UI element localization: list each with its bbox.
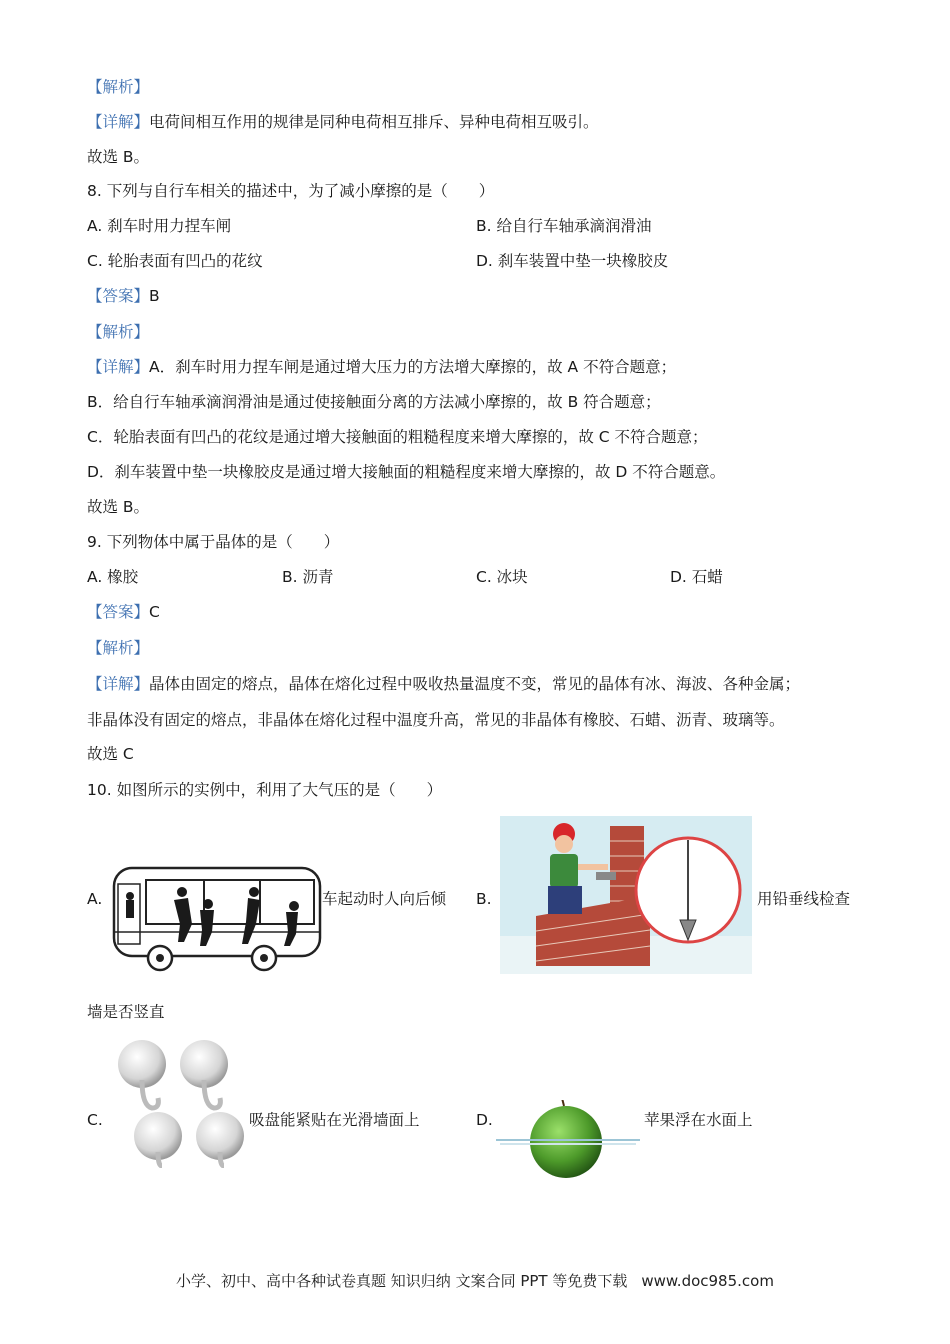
q9-option-b: B. 沥青 <box>282 568 334 586</box>
detail-tag: 【详解】 <box>87 113 150 131</box>
apple-figure <box>496 1100 640 1180</box>
q10-option-c-caption: 吸盘能紧贴在光滑墙面上 <box>249 1111 420 1129</box>
q10-option-c-letter: C. <box>87 1111 103 1129</box>
footer-text: 小学、初中、高中各种试卷真题 知识归纳 文案合同 PPT 等免费下载 <box>176 1272 628 1290</box>
answer-tag: 【答案】 <box>87 287 150 305</box>
analysis-tag: 【解析】 <box>87 78 150 96</box>
q9-analysis-tag: 【解析】 <box>87 639 150 657</box>
bus-figure <box>108 862 324 974</box>
detail-tag: 【详解】 <box>87 675 150 693</box>
q9-option-d: D. 石蜡 <box>670 568 723 586</box>
q8-conclusion: 故选 B。 <box>87 498 150 516</box>
q8-option-d: D. 刹车装置中垫一块橡胶皮 <box>476 252 669 270</box>
answer-tag: 【答案】 <box>87 603 150 621</box>
q10-option-b-caption: 用铅垂线检查 <box>757 890 851 908</box>
q10-option-a-caption: 车起动时人向后倾 <box>322 890 447 908</box>
q9-detail-1-text: 晶体由固定的熔点，晶体在熔化过程中吸收热量温度不变，常见的晶体有冰、海波、各种金属； <box>149 675 801 693</box>
q8-answer: B <box>149 287 160 305</box>
q9-detail-1 <box>87 674 800 694</box>
conclusion: 故选 B。 <box>87 148 150 166</box>
q9-stem: 9. 下列物体中属于晶体的是（ ） <box>87 533 340 551</box>
q9-answer-line <box>87 602 160 622</box>
q9-option-a: A. 橡胶 <box>87 568 139 586</box>
q8-detail-a <box>87 357 676 377</box>
q8-detail-a-text: A．刹车时用力捏车闸是通过增大压力的方法增大摩擦的，故 A 不符合题意； <box>149 358 677 376</box>
q10-option-d-caption: 苹果浮在水面上 <box>644 1111 753 1129</box>
q10-option-b-caption-cont: 墙是否竖直 <box>87 1003 165 1021</box>
q8-detail-c: C．轮胎表面有凹凸的花纹是通过增大接触面的粗糙程度来增大摩擦的，故 C 不符合题意； <box>87 428 708 446</box>
plumb-line-figure <box>500 816 752 974</box>
detail-tag: 【详解】 <box>87 358 150 376</box>
q9-conclusion: 故选 C <box>87 745 134 763</box>
q10-stem: 10. 如图所示的实例中，利用了大气压的是（ ） <box>87 781 443 799</box>
footer-url[interactable]: www.doc985.com <box>641 1272 774 1290</box>
q8-stem: 8. 下列与自行车相关的描述中，为了减小摩擦的是（ ） <box>87 182 495 200</box>
q9-answer: C <box>149 603 160 621</box>
q8-analysis-tag: 【解析】 <box>87 323 150 341</box>
q9-detail-2: 非晶体没有固定的熔点，非晶体在熔化过程中温度升高，常见的非晶体有橡胶、石蜡、沥青、玻璃等。 <box>87 711 785 729</box>
q9-option-c: C. 冰块 <box>476 568 528 586</box>
q8-option-b: B. 给自行车轴承滴润滑油 <box>476 217 652 235</box>
detail-line <box>87 112 599 132</box>
q10-option-a-letter: A. <box>87 890 103 908</box>
q8-answer-line <box>87 286 160 306</box>
q8-detail-b: B．给自行车轴承滴润滑油是通过使接触面分离的方法减小摩擦的，故 B 符合题意； <box>87 393 661 411</box>
detail-text: 电荷间相互作用的规律是同种电荷相互排斥、异种电荷相互吸引。 <box>149 113 599 131</box>
q10-option-b-letter: B. <box>476 890 492 908</box>
q8-detail-d: D．刹车装置中垫一块橡胶皮是通过增大接触面的粗糙程度来增大摩擦的，故 D 不符合题意。 <box>87 463 726 481</box>
q8-option-a: A. 刹车时用力捏车闸 <box>87 217 232 235</box>
suction-cup-figure <box>112 1036 248 1168</box>
q8-option-c: C. 轮胎表面有凹凸的花纹 <box>87 252 263 270</box>
q10-option-d-letter: D. <box>476 1111 493 1129</box>
footer <box>0 1270 950 1291</box>
